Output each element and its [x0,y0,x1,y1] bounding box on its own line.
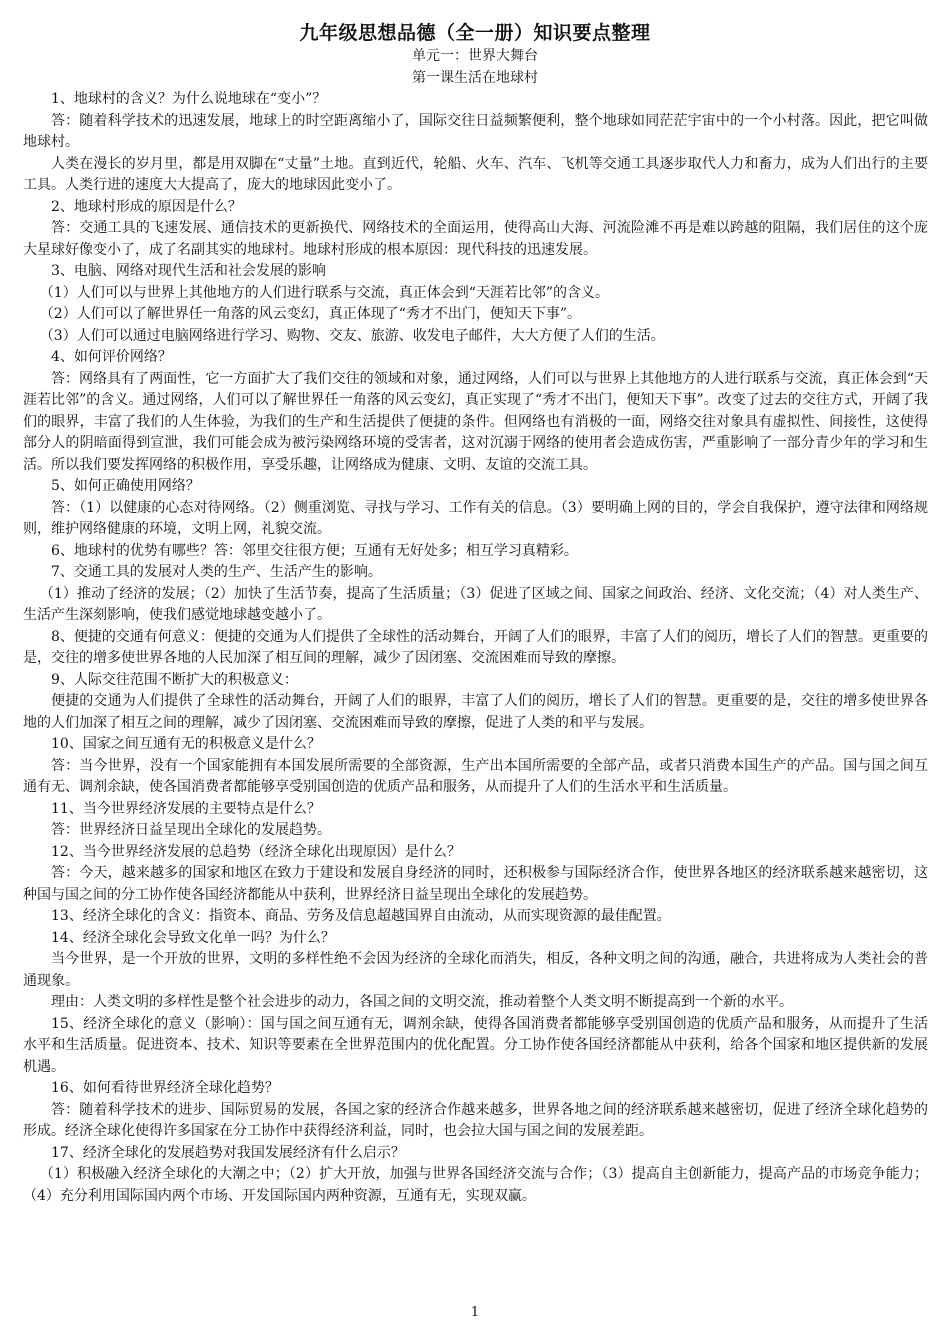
paragraph: 10、国家之间互通有无的积极意义是什么？ [51,736,321,752]
paragraph: 答：当今世界，没有一个国家能拥有本国发展所需要的全部资源，生产出本国所需要的全部产品，或者只消费本国生产的产品。国与国之间互通有无、调剂余缺，使各国消费者都能够享受别国创造的优质产品和服务，从而提升了人们的生活水平和生活质量。 [23,757,928,795]
paragraph: 答：今天，越来越多的国家和地区在致力于建设和发展自身经济的同时，还积极参与国际经济合作，使世界各地区的经济联系越来越密切，这种国与国之间的分工协作使各国经济都能从中获利，世界经济日益呈现出全球化的发展趋势。 [23,865,928,903]
paragraph: （3）人们可以通过电脑网络进行学习、购物、交友、旅游、收发电子邮件，大大方便了人们的生活。 [39,327,665,344]
paragraph: 9、人际交往范围不断扩大的积极意义： [51,671,298,688]
paragraph: 答：网络具有了两面性，它一方面扩大了我们交往的领域和对象，通过网络，人们可以与世界上其他地方的人进行联系与交流，真正体会到“天涯若比邻”的含义。通过网络，人们可以了解世界任一角落的风云变幻，真正实现了“秀才不出门，便知天下事”。改变了过去的交往方式，开阔了我们的眼界，丰富了我们的人生体验，为我们的生产和生活提供了便捷的条件。但网络也有消极的一面，网络交往对象具有虚拟性、间接性，这使得部分人的阴暗面得到宣泄，我们可能会成为被污染网络环境的受害者，这对沉溺于网络的使用者会造成伤害，严重影响了一部分青少年的学习和生活。所以我们要发挥网络的积极作用，享受乐趣，让网络成为健康、文明、友谊的交流工具。 [23,370,928,473]
paragraph: 11、当今世界经济发展的主要特点是什么？ [51,800,321,817]
paragraph: （1）人们可以与世界上其他地方的人们进行联系与交流，真正体会到“天涯若比邻”的含义。 [39,284,610,301]
unit-heading: 单元一：世界大舞台 [412,48,538,64]
paragraph: （1）积极融入经济全球化的大潮之中；（2）扩大开放，加强与世界各国经济交流与合作；（3）提高自主创新能力，提高产品的市场竞争能力；（4）充分利用国际国内两个市场、开发国际国内两种资源，互通有无，实现双赢。 [23,1166,928,1204]
paragraph: 17、经济全球化的发展趋势对我国发展经济有什么启示？ [51,1144,405,1161]
paragraph: 14、经济全球化会导致文化单一吗？为什么？ [51,929,335,946]
paragraph: 4、如何评价网络？ [51,349,172,365]
paragraph: 便捷的交通为人们提供了全球性的活动舞台，开阔了人们的眼界，丰富了人们的阅历，增长了人们的智慧。更重要的是，交往的增多使世界各地的人们加深了相互之间的理解，减少了因闭塞、交流困难而导致的摩擦，促进了人类的和平与发展。 [23,693,928,731]
paragraph: 7、交通工具的发展对人类的生产、生活产生的影响。 [51,564,382,580]
paragraph: 13、经济全球化的含义：指资本、商品、劳务及信息超越国界自由流动，从而实现资源的最佳配置。 [51,908,671,924]
document-body [0,89,950,1207]
paragraph: 答：随着科学技术的进步、国际贸易的发展，各国之家的经济合作越来越多，世界各地之间的经济联系越来越密切，促进了经济全球化趋势的形成。经济全球化使得许多国家在分工协作中获得经济利益，同时，也会拉大国与国之间的发展差距。 [23,1101,928,1139]
paragraph: 答：世界经济日益呈现出全球化的发展趋势。 [51,822,331,838]
paragraph: 3、电脑、网络对现代生活和社会发展的影响 [51,263,326,279]
paragraph: 6、地球村的优势有哪些？答：邻里交往很方便；互通有无好处多；相互学习真精彩。 [51,542,578,559]
paragraph: 当今世界，是一个开放的世界，文明的多样性绝不会因为经济的全球化而消失，相反，各种文明之间的沟通，融合，共进将成为人类社会的普通现象。 [23,951,928,989]
paragraph: 答：交通工具的飞速发展、通信技术的更新换代、网络技术的全面运用，使得高山大海、河流险滩不再是难以跨越的阻隔，我们居住的这个庞大星球好像变小了，成了名副其实的地球村。地球村形成的根本原因：现代科技的迅速发展。 [23,220,928,258]
paragraph: 理由：人类文明的多样性是整个社会进步的动力，各国之间的文明交流，推动着整个人类文明不断提高到一个新的水平。 [51,994,793,1010]
paragraph: 15、经济全球化的意义（影响）：国与国之间互通有无，调剂余缺，使得各国消费者都能够享受别国创造的优质产品和服务，从而提升了生活水平和生活质量。促进资本、技术、知识等要素在全世界范围内的优化配置。分工协作使各国经济都能从中获利，给各个国家和地区提供新的发展机遇。 [23,1015,928,1075]
paragraph: （2）人们可以了解世界任一角落的风云变幻，真正体现了“秀才不出门，便知天下事”。 [39,306,582,322]
document-title: 九年级思想品德（全一册）知识要点整理 [299,22,651,44]
paragraph: 答：随着科学技术的迅速发展，地球上的时空距离缩小了，国际交往日益频繁便利，整个地球如同茫茫宇宙中的一个小村落。因此，把它叫做地球村。 [23,112,928,150]
paragraph: 人类在漫长的岁月里，都是用双脚在“丈量”土地。直到近代，轮船、火车、汽车、飞机等交通工具逐步取代人力和畜力，成为人们出行的主要工具。人类行进的速度大大提高了，庞大的地球因此变小了。 [23,155,928,193]
page-number: 1 [470,1305,480,1320]
paragraph: （1）推动了经济的发展；（2）加快了生活节奏，提高了生活质量；（3）促进了区域之间、国家之间政治、经济、文化交流；（4）对人类生产、生活产生深刻影响，使我们感觉地球越变越小了。 [23,585,928,623]
paragraph: 16、如何看待世界经济全球化趋势？ [51,1080,279,1096]
paragraph: 1、地球村的含义？为什么说地球在“变小”？ [51,91,327,107]
lesson-heading: 第一课生活在地球村 [412,70,538,86]
paragraph: 8、便捷的交通有何意义：便捷的交通为人们提供了全球性的活动舞台，开阔了人们的眼界，丰富了人们的阅历，增长了人们的智慧。更重要的是，交往的增多使世界各地的人民加深了相互间的理解，减少了因闭塞、交流困难而导致的摩擦。 [23,628,928,666]
paragraph: 2、地球村形成的原因是什么？ [51,198,242,215]
paragraph: 5、如何正确使用网络？ [51,478,200,494]
paragraph: 答：（1）以健康的心态对待网络。（2）侧重浏览、寻找与学习、工作有关的信息。（3）要明确上网的目的，学会自我保护，遵守法律和网络规则，维护网络健康的环境，文明上网，礼貌交流。 [23,499,928,537]
paragraph: 12、当今世界经济发展的总趋势（经济全球化出现原因）是什么？ [51,843,461,860]
